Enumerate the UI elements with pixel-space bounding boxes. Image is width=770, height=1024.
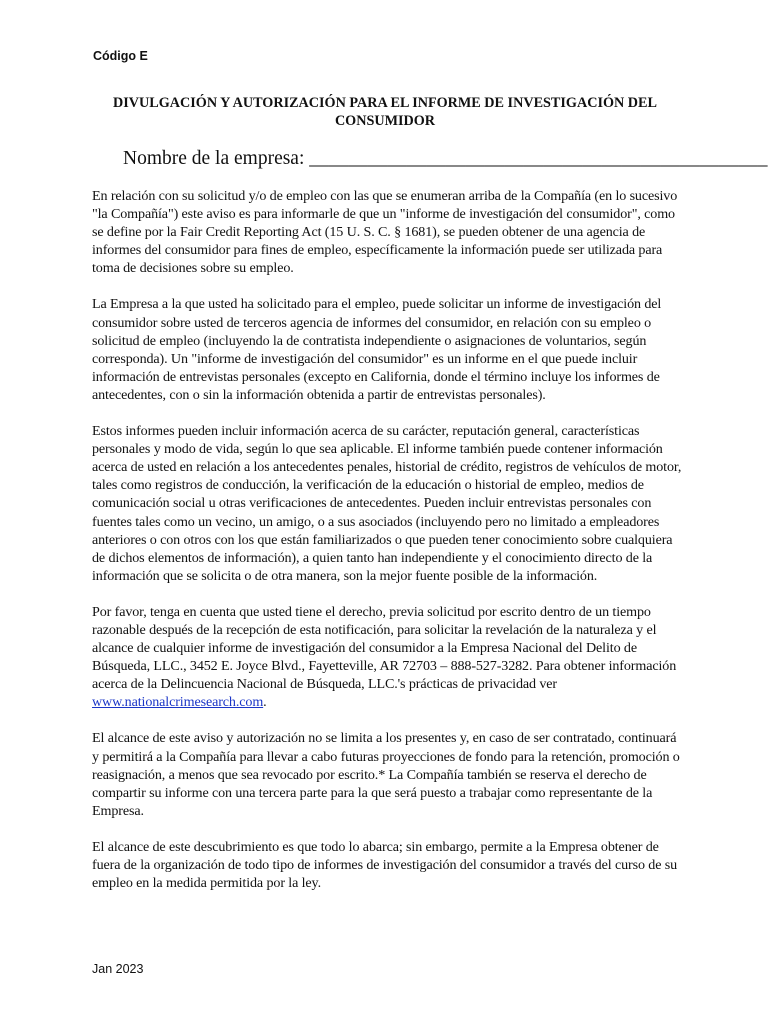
company-name-label: Nombre de la empresa: bbox=[123, 148, 305, 169]
footer-date: Jan 2023 bbox=[92, 962, 144, 976]
rights-text: Por favor, tenga en cuenta que usted tiene el derecho, previa solicitud por escrito dentro de un tiempo razonable después de la recepción de esta notificación, para solicitar la revelación de la naturaleza y el alcance de cualquier informe de investigación del consumidor a la Empresa Nacional del Delito de Búsqueda, LLC., 3452 E. Joyce Blvd., Fayetteville, AR 72703 – 888-527-3282. Para obtener información acerca de la Delincuencia Nacional de Búsqueda, LLC.'s prácticas de privacidad ver bbox=[92, 603, 677, 693]
company-name-blank: _______________________________________________ bbox=[309, 148, 768, 169]
paragraph-rights bbox=[92, 603, 684, 712]
paragraph-report-contents: Estos informes pueden incluir información acerca de su carácter, reputación general, características personales y modo de vida, según lo que sea aplicable. El informe también puede contener información acerca de usted en relación a los antecedentes penales, historial de crédito, registros de vehículos de motor, tales como registros de conducción, la verificación de la educación o historial de empleo, medios de comunicación social u otras verificaciones de antecedentes. Pueden incluir entrevistas personales con fuentes tales como un vecino, un amigo, o a sus asociados (incluyendo pero no limitado a empleadores anteriores o con otros con los que están familiarizados o que pueden tener conocimiento sobre cualquiera de dichos elementos de información), a quien tanto han independiente y el conocimiento directo de la información que se solicita o de otra manera, son la mejor fuente posible de la información. bbox=[92, 423, 682, 584]
document-body bbox=[92, 187, 684, 910]
paragraph-scope-authorization: El alcance de este aviso y autorización no se limita a los presentes y, en caso de ser contratado, continuará y permitirá a la Compañía para llevar a cabo futuras proyecciones de fondo para la retención, promoción o reasignación, a menos que sea revocado por escrito.* La Compañía también se reserva el derecho de compartir su informe con una tercera parte para la que será puesto a trabajar como representante de la Empresa. bbox=[92, 730, 680, 819]
document-code-label: Código E bbox=[93, 49, 148, 63]
paragraph-company-request: La Empresa a la que usted ha solicitado para el empleo, puede solicitar un informe de investigación del consumidor sobre usted de terceros agencia de informes del consumidor, en relación con su empleo o solicitud de empleo (incluyendo la de contratista independiente o asignaciones de voluntarios, según corresponda). Un "informe de investigación del consumidor" es un informe en el que puede incluir información de entrevistas personales (excepto en California, donde el término incluye los informes de antecedentes, con o sin la información obtenida a partir de entrevistas personales). bbox=[92, 296, 662, 403]
rights-text-end: . bbox=[263, 694, 267, 711]
paragraph-intro: En relación con su solicitud y/o de empleo con las que se enumeran arriba de la Compañía (en lo sucesivo "la Compañía") este aviso es para informarle de que un "informe de investigación del consumidor", como se define por la Fair Credit Reporting Act (15 U. S. C. § 1681), se pueden obtener de una agencia de informes del consumidor para fines de empleo, específicamente la información puede ser utilizada para toma de decisiones sobre su empleo. bbox=[92, 188, 678, 277]
company-name-line bbox=[123, 148, 768, 170]
document-title: DIVULGACIÓN Y AUTORIZACIÓN PARA EL INFORME DE INVESTIGACIÓN DEL CONSUMIDOR bbox=[113, 95, 657, 129]
privacy-policy-link[interactable]: www.nationalcrimesearch.com bbox=[92, 694, 264, 711]
paragraph-scope-disclosure: El alcance de este descubrimiento es que todo lo abarca; sin embargo, permite a la Empresa obtener de fuera de la organización de todo tipo de informes de investigación del consumidor a través del curso de su empleo en la medida permitida por la ley. bbox=[92, 838, 678, 892]
